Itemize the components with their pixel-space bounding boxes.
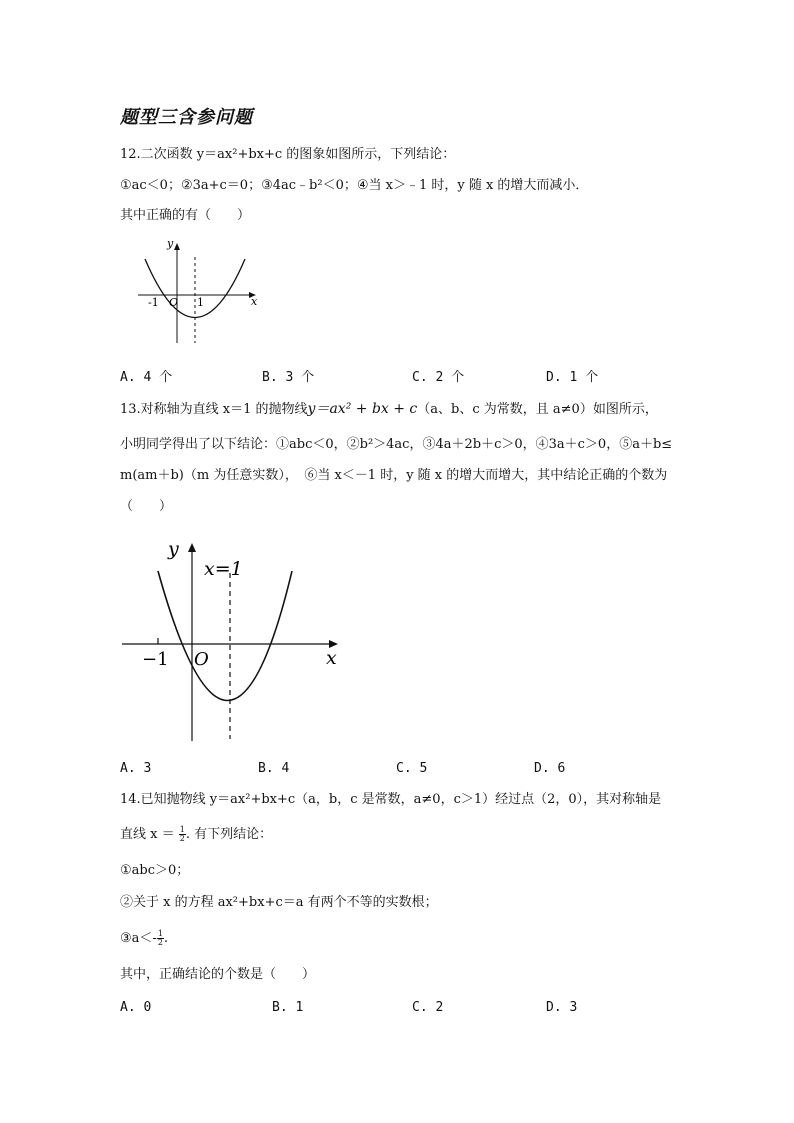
q13-formula: y＝ax² + bx + c	[307, 401, 418, 417]
q14-frac-num: 1	[179, 825, 185, 834]
q14-c3-a: ③a＜-	[120, 931, 157, 946]
q14-c3-fraction	[157, 930, 164, 947]
q12-option-c[interactable]: C. 2 个	[412, 370, 465, 385]
q13-y-arrow	[188, 543, 196, 552]
q14-fraction-half	[179, 826, 186, 843]
q13-option-b[interactable]: B. 4	[258, 761, 290, 776]
q12-y-arrow	[174, 243, 180, 250]
q12-origin-label: O	[169, 296, 179, 309]
q12-conclusions: ①ac＜0；②3a+c＝0；③4ac﹣b²＜0；④当 x＞﹣1 时，y 随 x 的增大而减小．	[120, 178, 589, 193]
q13-option-c[interactable]: C. 5	[396, 761, 428, 776]
q12-option-a[interactable]: A. 4 个	[120, 370, 173, 385]
q14-option-d[interactable]: D. 3	[546, 1000, 578, 1015]
q12-parabola-figure	[130, 235, 270, 347]
q14-frac-den: 2	[179, 834, 185, 843]
q13-option-d[interactable]: D. 6	[534, 761, 566, 776]
q14-option-c[interactable]: C. 2	[412, 1000, 444, 1015]
q12-ask: 其中正确的有（ ）	[120, 208, 251, 223]
section-title: 题型三含参问题	[120, 107, 253, 128]
q13-option-a[interactable]: A. 3	[120, 761, 152, 776]
q14-c3-frac-den: 2	[157, 938, 163, 947]
q13-parabola-figure	[118, 533, 358, 743]
q13-line-2: 小明同学得出了以下结论：①abc＜0，②b²＞4ac，③4a＋2b＋c＞0，④3a＋c＞0，⑤a＋b≤	[120, 437, 673, 452]
q14-line-2	[120, 826, 272, 843]
q13-x-label: x	[326, 647, 337, 669]
q13-line-3: m(am＋b)（m 为任意实数）， ⑥当 x＜－1 时，y 随 x 的增大而增大，其中结论正确的个数为	[120, 468, 668, 483]
q13-origin-label: O	[194, 649, 209, 670]
q14-c3-frac-num: 1	[157, 929, 163, 938]
q14-conclusion-3	[120, 930, 168, 947]
q14-option-a[interactable]: A. 0	[120, 1000, 152, 1015]
q13-line-1-a: 13.对称轴为直线 x＝1 的抛物线	[120, 402, 308, 417]
q12-option-b[interactable]: B. 3 个	[262, 370, 315, 385]
q13-line-4: （ ）	[120, 499, 173, 514]
q14-option-b[interactable]: B. 1	[272, 1000, 304, 1015]
q14-conclusion-1: ①abc＞0；	[120, 863, 190, 878]
q13-neg-one-label: −1	[142, 649, 169, 670]
q14-conclusion-2: ②关于 x 的方程 ax²+bx+c＝a 有两个不等的实数根；	[120, 895, 438, 910]
q13-axis-label: x=1	[204, 558, 243, 580]
q12-stem: 12.二次函数 y＝ax²+bx+c 的图象如图所示，下列结论：	[120, 147, 456, 162]
q12-y-label: y	[167, 237, 174, 250]
q14-line-1: 14.已知抛物线 y＝ax²+bx+c（a，b，c 是常数，a≠0，c＞1）经过点（2，0），其对称轴是	[120, 792, 662, 807]
q12-x-label: x	[251, 295, 258, 308]
q14-ask: 其中，正确结论的个数是（ ）	[120, 967, 316, 982]
q14-c3-b: .	[163, 931, 169, 946]
q12-neg-one-label: -1	[148, 296, 159, 309]
q13-parabola-curve	[158, 571, 292, 701]
q13-y-label: y	[168, 538, 179, 560]
q12-one-label: 1	[197, 296, 204, 309]
q14-line-2-a: 直线 x ＝	[120, 827, 175, 842]
q13-line-1	[120, 401, 658, 418]
q13-line-1-b: （a、b、c 为常数，且 a≠0）如图所示，	[417, 402, 658, 417]
q12-option-d[interactable]: D. 1 个	[546, 370, 599, 385]
q14-line-2-b: . 有下列结论：	[185, 827, 273, 842]
